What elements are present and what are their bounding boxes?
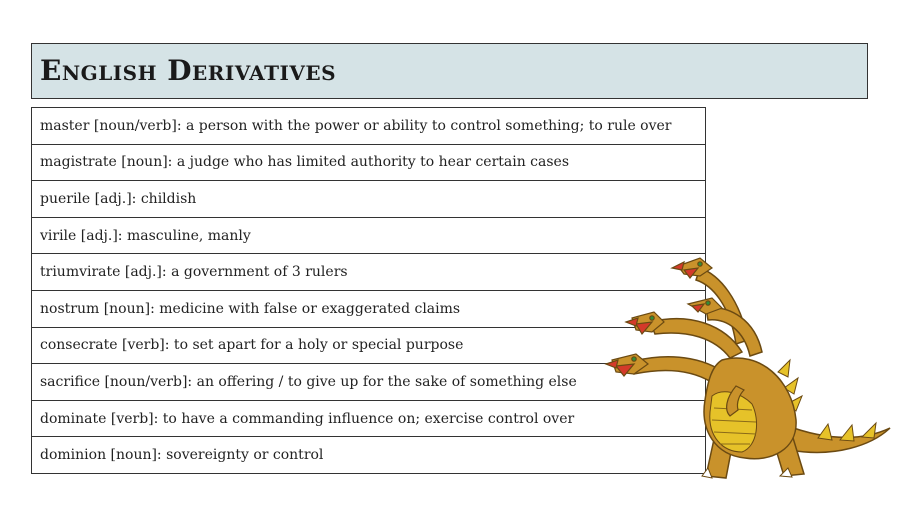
derivative-entry: virile [adj.]: masculine, manly bbox=[32, 217, 706, 254]
derivative-entry: consecrate [verb]: to set apart for a holy or special purpose bbox=[32, 327, 706, 364]
table-row bbox=[32, 217, 706, 254]
slide-title: English Derivatives bbox=[40, 54, 337, 87]
derivative-entry: dominate [verb]: to have a commanding influence on; exercise control over bbox=[32, 400, 706, 437]
table-row bbox=[32, 181, 706, 218]
derivative-entry: puerile [adj.]: childish bbox=[32, 181, 706, 218]
derivative-entry: sacrifice [noun/verb]: an offering / to give up for the sake of something else bbox=[32, 364, 706, 401]
hydra-monster-icon bbox=[604, 254, 894, 486]
title-banner bbox=[31, 43, 868, 99]
derivative-entry: magistrate [noun]: a judge who has limited authority to hear certain cases bbox=[32, 144, 706, 181]
table-row bbox=[32, 144, 706, 181]
derivative-entry: dominion [noun]: sovereignty or control bbox=[32, 437, 706, 474]
derivative-entry: master [noun/verb]: a person with the power or ability to control something; to rule over bbox=[32, 108, 706, 145]
derivative-entry: triumvirate [adj.]: a government of 3 rulers bbox=[32, 254, 706, 291]
table-row bbox=[32, 108, 706, 145]
derivative-entry: nostrum [noun]: medicine with false or exaggerated claims bbox=[32, 290, 706, 327]
